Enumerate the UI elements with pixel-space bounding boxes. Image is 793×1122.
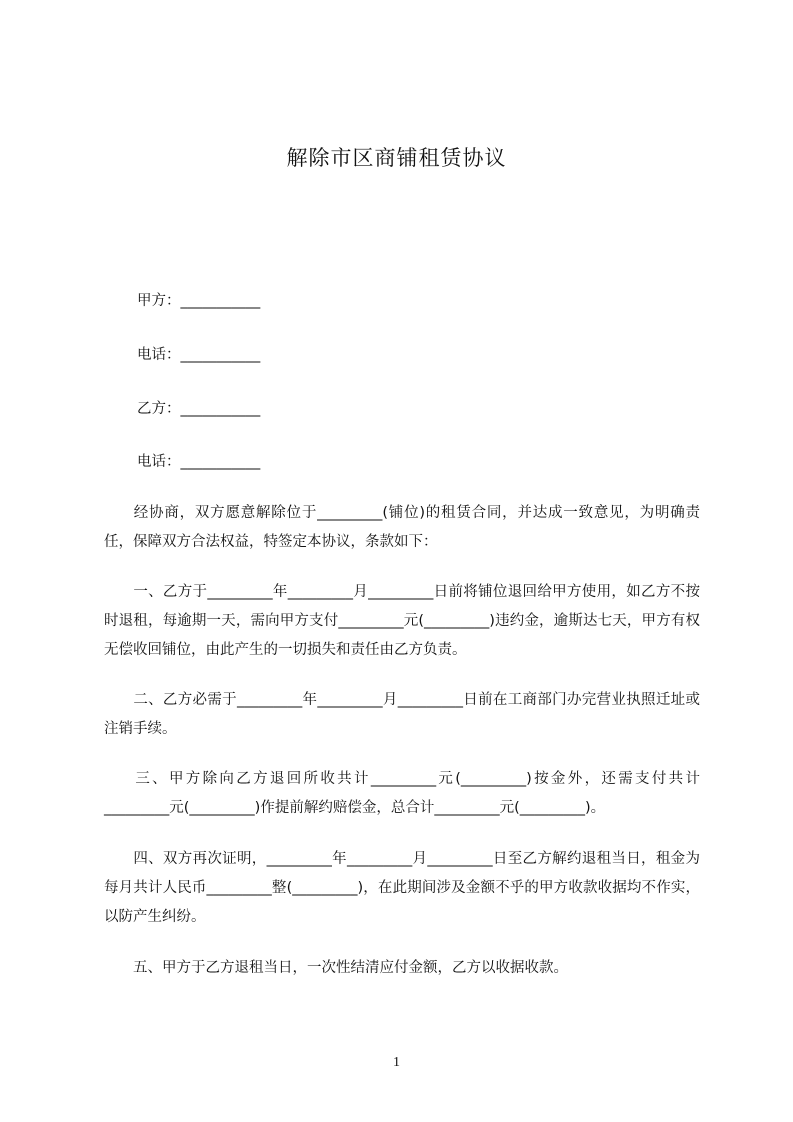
party-b-phone-blank: ___________ <box>180 454 261 470</box>
party-b-label: 乙方： <box>137 401 181 417</box>
clause-3-text: 三、甲方除向乙方退回所收共计_________元(_________)按金外，还需支付共计_________元(_________)作提前解约赔偿金，总合计_________元(_________)。 <box>104 771 700 816</box>
clause-5 <box>104 954 700 983</box>
party-b-blank: ___________ <box>180 401 261 417</box>
intro-paragraph <box>104 499 700 557</box>
party-a-label: 甲方： <box>137 293 181 309</box>
clause-1 <box>104 578 700 665</box>
party-b-phone-label: 电话： <box>137 454 181 470</box>
party-a-blank: ___________ <box>180 293 261 309</box>
clause-5-text: 五、甲方于乙方退租当日，一次性结清应付金额，乙方以收据收款。 <box>133 960 568 976</box>
clause-3 <box>104 765 700 823</box>
clause-2 <box>104 686 700 744</box>
party-a-field <box>137 291 260 311</box>
page-number: 1 <box>393 1055 400 1070</box>
party-b-field <box>137 399 260 419</box>
document-title: 解除市区商铺租赁协议 <box>286 146 507 170</box>
clause-1-text: 一、乙方于_________年_________月_________日前将铺位退回给甲方使用，如乙方不按时退租，每逾期一天，需向甲方支付_________元(_________)违约金，逾斯达七天，甲方有权无偿收回铺位，由此产生的一切损失和责任由乙方负责。 <box>104 584 700 658</box>
party-a-phone-label: 电话： <box>137 347 181 363</box>
clause-2-text: 二、乙方必需于_________年_________月_________日前在工商部门办完营业执照迁址或注销手续。 <box>104 692 700 737</box>
intro-text: 经协商，双方愿意解除位于_________(铺位)的租赁合同，并达成一致意见，为明确责任，保障双方合法权益，特签定本协议，条款如下： <box>104 505 700 550</box>
party-a-phone-field <box>137 345 260 365</box>
clause-4-text: 四、双方再次证明，_________年_________月_________日至乙方解约退租当日，租金为每月共计人民币_________整(_________)，在此期间涉及金额不乎的甲方收款收据均不作实，以防产生纠纷。 <box>104 851 700 925</box>
party-b-phone-field <box>137 452 260 472</box>
clause-4 <box>104 845 700 932</box>
party-a-phone-blank: ___________ <box>180 347 261 363</box>
